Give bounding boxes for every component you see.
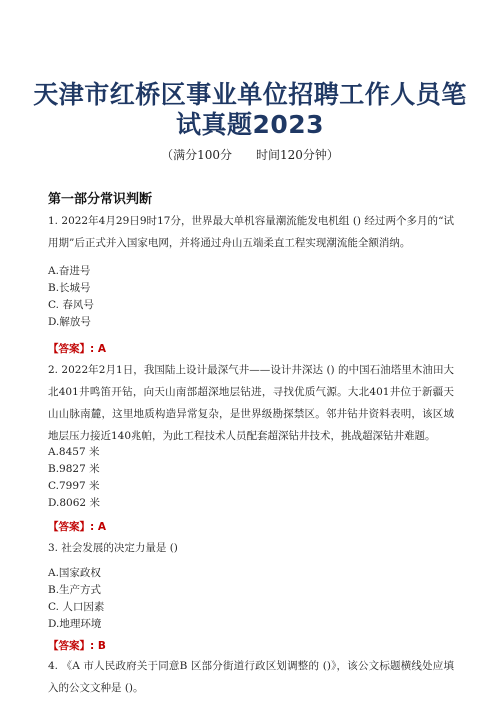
- question-4-text: 4. 《A 市人民政府关于同意B 区部分街道行政区划调整的 ()》，该公文标题横线处应填入的公文文种是 ()。: [48, 660, 454, 694]
- question-1-option-b: B.长城号: [48, 282, 91, 294]
- question-3-option-b: B.生产方式: [48, 584, 102, 596]
- question-3-option-c: C. 人口因素: [48, 601, 105, 613]
- question-2-option-b: B.9827 米: [48, 463, 100, 475]
- document-title-line1: 天津市红桥区事业单位招聘工作人员笔: [33, 80, 467, 109]
- exam-duration-score: （满分100分 时间120分钟）: [161, 148, 339, 162]
- question-2-option-a: A.8457 米: [48, 446, 100, 458]
- question-3-text: 3. 社会发展的决定力量是 (): [48, 542, 178, 554]
- question-1-answer: 【答案】: A: [48, 343, 106, 355]
- question-2-option-c: C.7997 米: [48, 480, 100, 492]
- section-heading: 第一部分常识判断: [48, 192, 153, 207]
- question-1-option-a: A.奋进号: [48, 265, 91, 277]
- question-3-option-d: D.地理环境: [48, 618, 102, 630]
- question-3-option-a: A.国家政权: [48, 567, 101, 579]
- question-3-answer: 【答案】: B: [48, 640, 106, 652]
- question-2-text: 2. 2022年2月1日，我国陆上设计最深气井——设计井深达 () 的中国石油塔里木油田大北401井鸣笛开钻，向天山南部超深地层钻进，寻找优质气源。大北401井位于新疆天山山脉南麓，这里地质构造异常复杂，是世界级勘探禁区。邻井钻井资料表明，该区域地层压力接近140兆帕，为此工程技术人员配套超深钻井技术，挑战超深钻井难题。: [48, 364, 454, 442]
- document-title-line2: 试真题2023: [175, 110, 325, 139]
- question-2-answer: 【答案】: A: [48, 521, 106, 533]
- question-1-option-d: D.解放号: [48, 316, 91, 328]
- question-1-text: 1. 2022年4月29日9时17分，世界最大单机容量潮流能发电机组 () 经过两个多月的“试用期”后正式并入国家电网，并将通过舟山五端柔直工程实现潮流能全额消纳。: [48, 215, 454, 249]
- question-2-option-d: D.8062 米: [48, 497, 100, 509]
- question-1-option-c: C. 春风号: [48, 299, 94, 311]
